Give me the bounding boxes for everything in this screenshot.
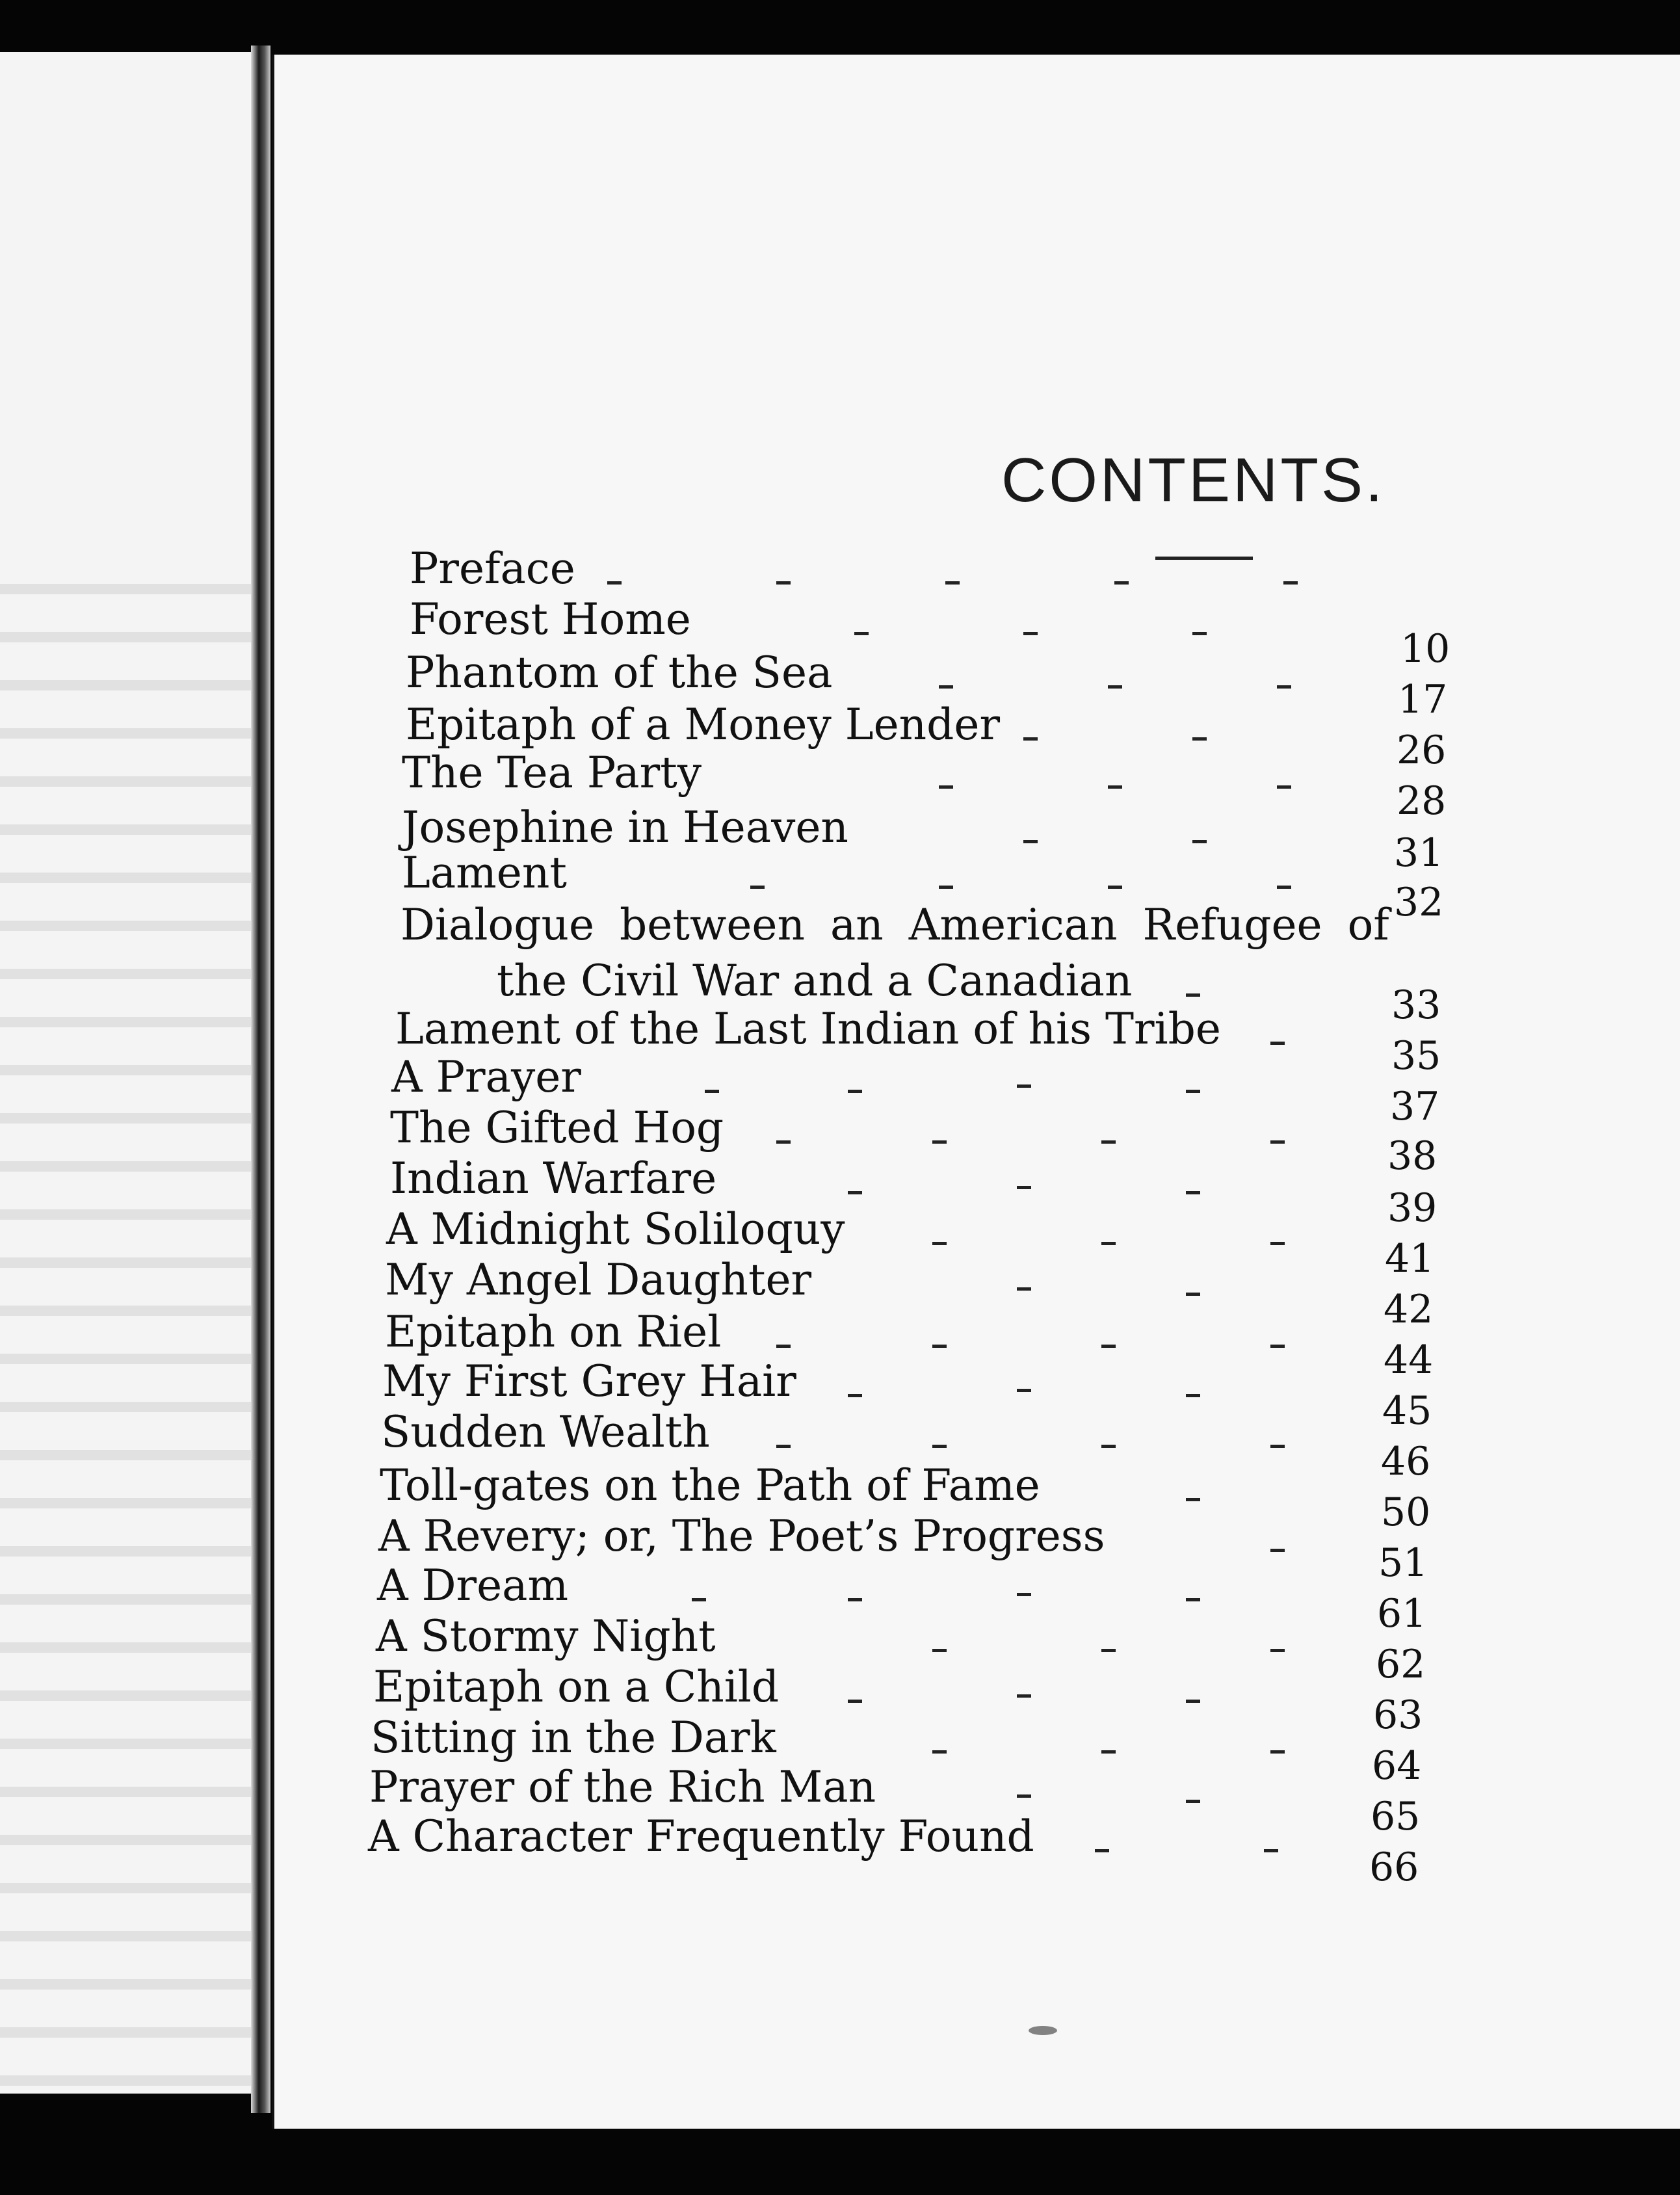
leader-dash (1186, 1598, 1200, 1601)
leader-dash (1017, 1389, 1031, 1392)
left-page-edge (0, 52, 264, 2094)
leader-dash (1270, 1750, 1285, 1754)
leader-dash (1108, 886, 1122, 889)
toc-entry-title: A Prayer (391, 1052, 581, 1102)
toc-page-number: 66 (1369, 1845, 1419, 1890)
leader-dash (945, 581, 960, 585)
leader-dash (932, 1242, 947, 1245)
leader-dash (1186, 1498, 1200, 1501)
leader-dash (1192, 632, 1207, 635)
leader-dash (1270, 1042, 1285, 1045)
leader-dash (1017, 1084, 1031, 1088)
leader-dash (1186, 1090, 1200, 1093)
toc-entry-title: My First Grey Hair (382, 1356, 796, 1406)
leader-dash (1277, 685, 1291, 689)
leader-dash (1101, 1445, 1116, 1448)
leader-dash (848, 1090, 862, 1093)
toc-entry-title: A Character Frequently Found (368, 1811, 1034, 1861)
leader-dash (939, 886, 953, 889)
toc-page-number: 46 (1381, 1439, 1431, 1484)
toc-entry-title: A Dream (377, 1560, 569, 1610)
toc-page-number: 61 (1377, 1591, 1427, 1636)
leader-dash (1017, 1694, 1031, 1698)
leader-dash (848, 1700, 862, 1703)
toc-entry-title: Epitaph on a Child (373, 1662, 780, 1712)
leader-dash (1108, 785, 1122, 789)
toc-entry-title: Epitaph on Riel (385, 1307, 722, 1357)
leader-dash (607, 581, 622, 585)
leader-dash (1101, 1649, 1116, 1652)
leader-dash (1101, 1345, 1116, 1348)
leader-dash (932, 1345, 947, 1348)
toc-page-number: 65 (1371, 1794, 1421, 1839)
toc-entry-title: Toll-gates on the Path of Fame (380, 1460, 1040, 1510)
toc-entry-title: A Midnight Soliloquy (386, 1204, 845, 1254)
leader-dash (1186, 1191, 1200, 1194)
leader-dash (932, 1445, 947, 1448)
toc-page-number: 31 (1394, 830, 1444, 876)
leader-dash (1186, 993, 1200, 997)
toc-page-number: 44 (1384, 1337, 1434, 1383)
leader-dash (1186, 1394, 1200, 1397)
leader-dash (1270, 1140, 1285, 1144)
toc-page-number: 41 (1385, 1236, 1435, 1282)
leader-dash (1277, 785, 1291, 789)
leader-dash (1277, 886, 1291, 889)
leader-dash (692, 1598, 706, 1601)
leader-dash (1108, 685, 1122, 689)
leader-dash (1101, 1242, 1116, 1245)
leader-dash (1192, 840, 1207, 843)
toc-page-number: 45 (1382, 1388, 1432, 1434)
leader-dash (1186, 1800, 1200, 1803)
leader-dash (1192, 737, 1207, 741)
leader-dash (1270, 1549, 1285, 1552)
leader-dash (776, 1140, 791, 1144)
leader-dash (932, 1649, 947, 1652)
leader-dash (848, 1191, 862, 1194)
leader-dash (1283, 581, 1298, 585)
leader-dash (1023, 840, 1038, 843)
toc-page-number: 35 (1391, 1033, 1441, 1079)
toc-entry-title: Josephine in Heaven (402, 802, 848, 852)
toc-entry-title: Preface (410, 544, 575, 594)
bleed-through-text (0, 546, 260, 2094)
title-rule (1155, 557, 1253, 560)
leader-dash (1017, 1186, 1031, 1189)
toc-page-number: 51 (1378, 1540, 1428, 1586)
toc-page-number: 17 (1398, 677, 1448, 722)
toc-entry-title: Epitaph of a Money Lender (406, 700, 1001, 750)
leader-dash (1023, 737, 1038, 741)
leader-dash (1186, 1293, 1200, 1296)
page-title: CONTENTS. (1001, 445, 1385, 515)
leader-dash (1095, 1849, 1109, 1852)
toc-page-number: 10 (1400, 626, 1450, 672)
toc-entry-title: Lament of the Last Indian of his Tribe (395, 1004, 1221, 1054)
leader-dash (750, 886, 765, 889)
leader-dash (705, 1090, 719, 1093)
toc-page-number: 42 (1384, 1287, 1434, 1332)
toc-entry-title: Phantom of the Sea (406, 648, 833, 698)
toc-page-number: 39 (1387, 1185, 1437, 1231)
leader-dash (1270, 1345, 1285, 1348)
leader-dash (776, 581, 791, 585)
leader-dash (1023, 632, 1038, 635)
toc-entry-continuation: the Civil War and a Canadian (497, 956, 1133, 1006)
toc-entry-title: Dialogue between an American Refugee of (400, 900, 1389, 950)
contents-page (272, 55, 1680, 2129)
leader-dash (1264, 1849, 1278, 1852)
toc-entry-title: A Stormy Night (376, 1611, 716, 1661)
leader-dash (1114, 581, 1129, 585)
toc-entry-title: Forest Home (410, 594, 691, 644)
leader-dash (1017, 1287, 1031, 1291)
leader-dash (854, 632, 869, 635)
book-spine (251, 46, 270, 2113)
toc-page-number: 33 (1391, 982, 1441, 1028)
toc-page-number: 62 (1376, 1642, 1426, 1687)
toc-page-number: 50 (1381, 1490, 1431, 1535)
toc-page-number: 63 (1373, 1692, 1423, 1738)
toc-entry-title: The Tea Party (402, 748, 702, 798)
toc-entry-title: A Revery; or, The Poet’s Progress (378, 1511, 1105, 1561)
toc-entry-title: Prayer of the Rich Man (369, 1762, 876, 1812)
toc-page-number: 38 (1387, 1133, 1437, 1179)
leader-dash (1101, 1750, 1116, 1754)
toc-page-number: 32 (1394, 880, 1444, 925)
toc-entry-title: Lament (402, 848, 567, 898)
leader-dash (1270, 1649, 1285, 1652)
toc-entry-title: Sitting in the Dark (371, 1713, 776, 1763)
leader-dash (939, 785, 953, 789)
leader-dash (1101, 1140, 1116, 1144)
leader-dash (932, 1750, 947, 1754)
leader-dash (776, 1345, 791, 1348)
ink-smudge (1029, 2026, 1057, 2035)
leader-dash (776, 1445, 791, 1448)
toc-entry-title: Indian Warfare (390, 1153, 717, 1203)
leader-dash (939, 685, 953, 689)
leader-dash (848, 1598, 862, 1601)
toc-entry-title: My Angel Daughter (385, 1255, 812, 1305)
leader-dash (1270, 1242, 1285, 1245)
toc-entry-title: The Gifted Hog (390, 1103, 724, 1153)
toc-entry-title: Sudden Wealth (381, 1407, 710, 1457)
toc-page-number: 64 (1372, 1743, 1422, 1789)
leader-dash (1270, 1445, 1285, 1448)
leader-dash (1186, 1700, 1200, 1703)
leader-dash (1017, 1593, 1031, 1596)
leader-dash (1017, 1794, 1031, 1798)
leader-dash (848, 1394, 862, 1397)
toc-page-number: 37 (1390, 1084, 1440, 1129)
toc-page-number: 26 (1397, 728, 1447, 773)
leader-dash (932, 1140, 947, 1144)
toc-page-number: 28 (1397, 778, 1447, 824)
